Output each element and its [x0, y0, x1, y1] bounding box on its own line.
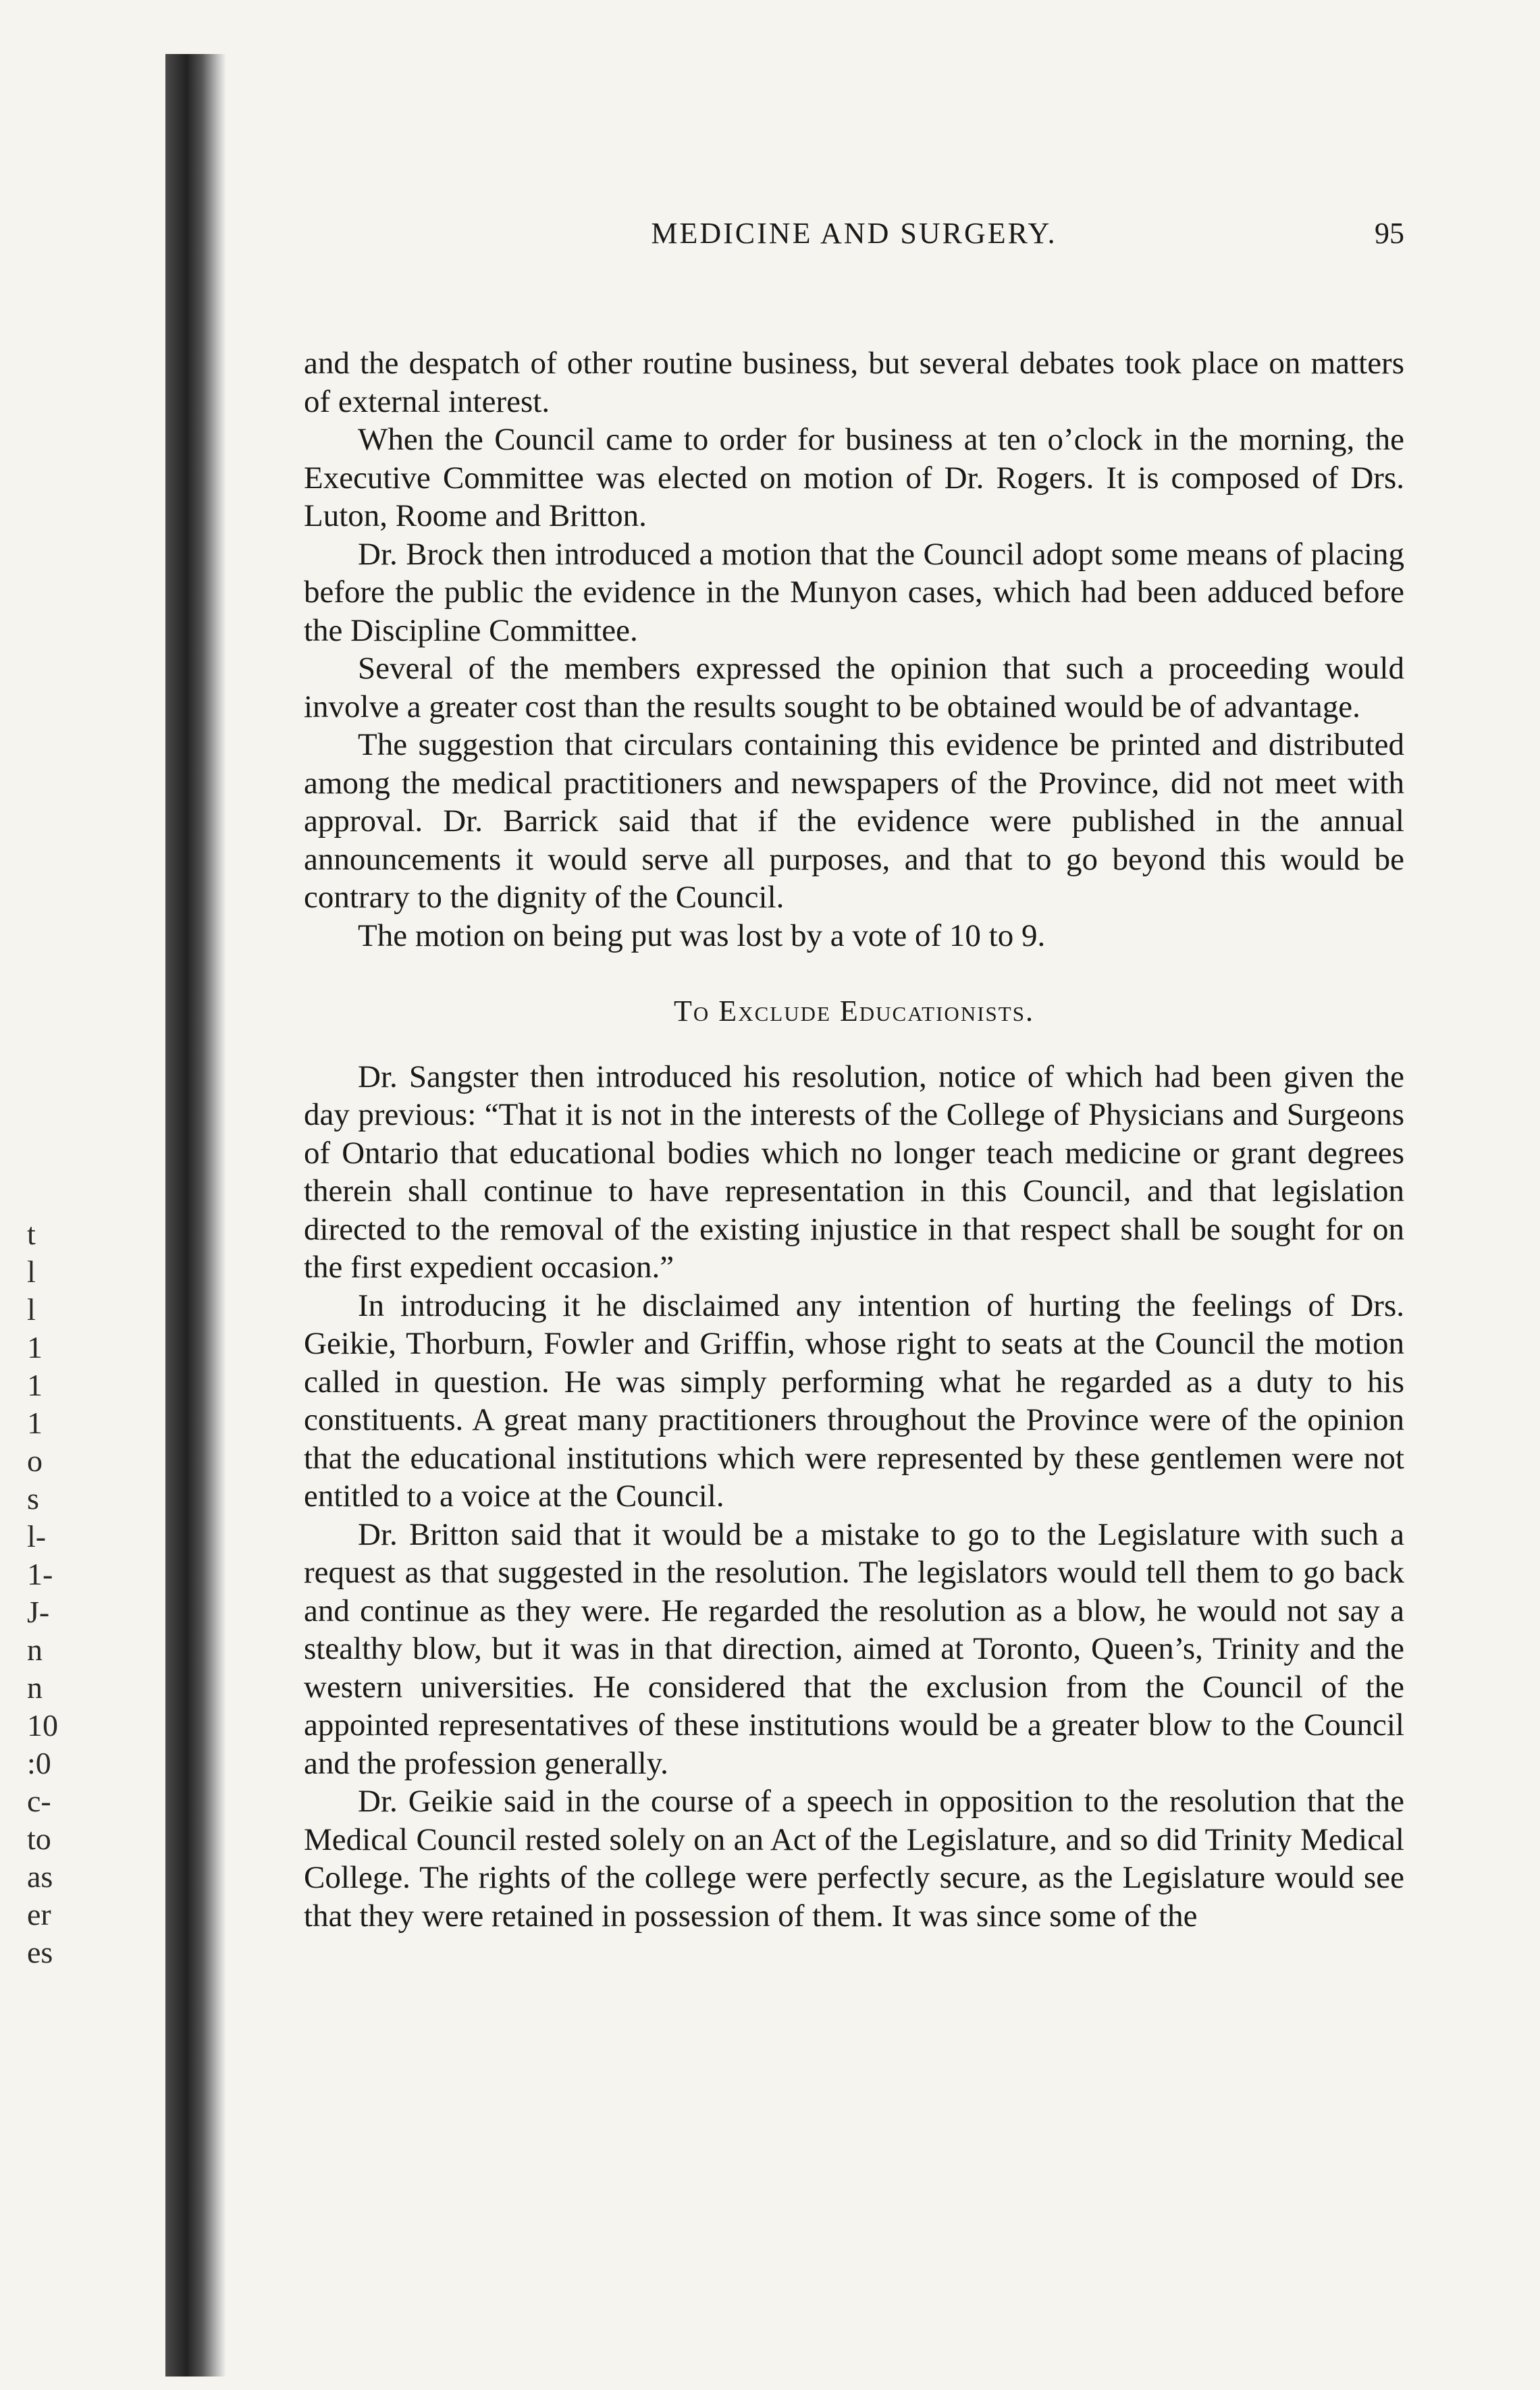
- bleed-char: n: [27, 1670, 43, 1705]
- page-header: [304, 216, 1404, 270]
- bleed-char: es: [27, 1935, 53, 1969]
- bleed-char: 10: [27, 1708, 58, 1743]
- margin-bleed: [27, 1215, 101, 1971]
- bleed-char: s: [27, 1481, 39, 1516]
- bleed-char: 1: [27, 1406, 43, 1440]
- bleed-char: t: [27, 1217, 36, 1251]
- bleed-char: o: [27, 1443, 43, 1478]
- paragraph: When the Council came to order for business at ten o’clock in the morning, the Executive Committee was elected on motion of Dr. Rogers. It is composed of Drs. Luton, Roome and Britton.: [304, 422, 1404, 533]
- paragraph: In introducing it he disclaimed any intention of hurting the feelings of Drs. Geikie, Thorburn, Fowler and Griffin, whose right to seats at the Council the motion called in question. He was simply performing what he regarded as a duty to his constituents. A great many practitioners throughout the Province were of the opinion that the educational institutions which were represented by these gentlemen were not entitled to a voice at the Council.: [304, 1287, 1404, 1514]
- paragraph: Several of the members expressed the opinion that such a proceeding would involve a greater cost than the results sought to be obtained would be of advantage.: [304, 651, 1404, 724]
- bleed-char: n: [27, 1632, 43, 1667]
- bleed-char: l: [27, 1254, 36, 1289]
- bleed-char: as: [27, 1859, 53, 1894]
- paragraph: The motion on being put was lost by a vote of 10 to 9.: [358, 918, 1046, 953]
- bleed-char: l: [27, 1292, 36, 1327]
- book-page: [304, 216, 1404, 1935]
- paragraph: Dr. Britton said that it would be a mistake to go to the Legislature with such a request as that suggested in the resolution. The legislators would tell them to go back and continue as they were. He regarded the resolution as a blow, he would not say a stealthy blow, but it was in that direction, aimed at Toronto, Queen’s, Trinity and the western universities. He considered that the exclusion from the Council of the appointed representatives of these institutions would be a greater blow to the Council and the profession generally.: [304, 1516, 1404, 1781]
- page-number: 95: [1375, 217, 1404, 250]
- binding-shadow: [165, 54, 226, 2376]
- bleed-char: to: [27, 1822, 51, 1856]
- bleed-char: er: [27, 1897, 51, 1932]
- bleed-char: c-: [27, 1784, 51, 1818]
- bleed-char: 1: [27, 1368, 43, 1402]
- paragraph: The suggestion that circulars containing this evidence be printed and distributed among the medical practitioners and newspapers of the Province, did not meet with approval. Dr. Barrick said that if the evidence were published in the annual announcements it would serve all purposes, and that to go beyond this would be contrary to the dignity of the Council.: [304, 727, 1404, 915]
- body-text: [304, 344, 1404, 1935]
- paragraph: Dr. Brock then introduced a motion that the Council adopt some means of placing before the public the evidence in the Munyon cases, which had been adduced before the Discipline Committee.: [304, 536, 1404, 648]
- bleed-char: :0: [27, 1746, 51, 1780]
- paragraph: Dr. Sangster then introduced his resolution, notice of which had been given the day previous: “That it is not in the interests of the College of Physicians and Surgeons of Ontario that educational bodies which no longer teach medicine or grant degrees therein shall continue to have representation in this Council, and that legislation directed to the removal of the existing injustice in that respect shall be sought for on the first expedient occasion.”: [304, 1059, 1404, 1285]
- bleed-char: 1: [27, 1330, 43, 1364]
- section-heading: To Exclude Educationists.: [674, 994, 1034, 1028]
- paragraph: Dr. Geikie said in the course of a speech in opposition to the resolution that the Medical Council rested solely on an Act of the Legislature, and so did Trinity Medical College. The rights of the college were perfectly secure, as the Legislature would see that they were retained in possession of them. It was since some of the: [304, 1784, 1404, 1934]
- running-title: MEDICINE AND SURGERY.: [651, 217, 1057, 250]
- bleed-char: J-: [27, 1595, 50, 1629]
- paragraph: and the despatch of other routine business, but several debates took place on matters of external interest.: [304, 346, 1404, 419]
- bleed-char: l-: [27, 1519, 47, 1554]
- bleed-char: 1-: [27, 1557, 53, 1591]
